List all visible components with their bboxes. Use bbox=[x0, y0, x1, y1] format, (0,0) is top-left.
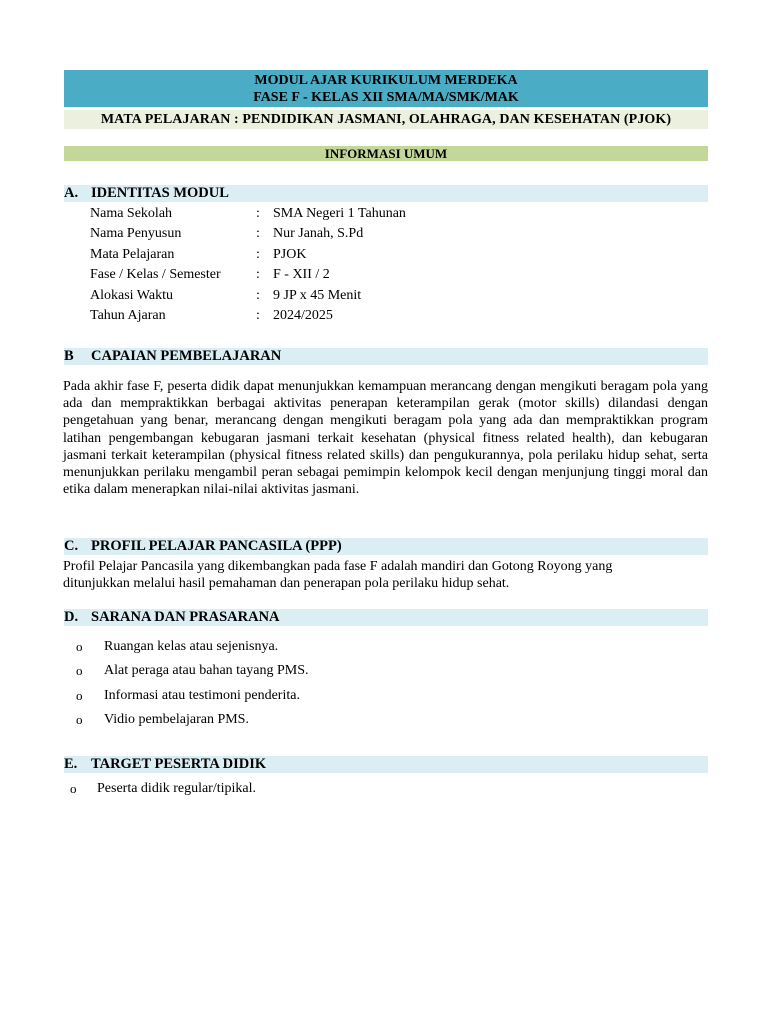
identity-value: SMA Negeri 1 Tahunan bbox=[273, 206, 406, 221]
identity-value: Nur Janah, S.Pd bbox=[273, 226, 364, 241]
identity-colon: : bbox=[256, 226, 260, 241]
identity-row bbox=[90, 265, 590, 285]
identity-row bbox=[90, 286, 590, 306]
identity-label: Fase / Kelas / Semester bbox=[90, 267, 221, 282]
identity-colon: : bbox=[256, 206, 260, 221]
identity-label: Alokasi Waktu bbox=[90, 288, 173, 303]
list-item-text: Alat peraga atau bahan tayang PMS. bbox=[104, 663, 309, 678]
section-c-heading bbox=[64, 538, 708, 555]
list-item bbox=[76, 662, 576, 680]
section-b-title: CAPAIAN PEMBELAJARAN bbox=[91, 348, 282, 364]
pancasila-profile-line: ditunjukkan melalui hasil pemahaman dan penerapan pola perilaku hidup sehat. bbox=[63, 576, 510, 592]
section-b-letter: B bbox=[64, 348, 74, 364]
list-item-text: Vidio pembelajaran PMS. bbox=[104, 712, 249, 727]
identity-value: F - XII / 2 bbox=[273, 267, 330, 282]
bullet-circle-icon: o bbox=[76, 712, 83, 727]
identity-row bbox=[90, 306, 590, 326]
section-e-letter: E. bbox=[64, 756, 78, 772]
bullet-circle-icon: o bbox=[70, 781, 77, 796]
list-item-text: Ruangan kelas atau sejenisnya. bbox=[104, 639, 279, 654]
module-title-line1: MODUL AJAR KURIKULUM MERDEKA bbox=[254, 73, 518, 88]
section-a-letter: A. bbox=[64, 185, 79, 201]
section-c-letter: C. bbox=[64, 538, 79, 554]
bullet-circle-icon: o bbox=[76, 688, 83, 703]
bullet-circle-icon: o bbox=[76, 639, 83, 654]
subject-banner: MATA PELAJARAN : PENDIDIKAN JASMANI, OLAHRAGA, DAN KESEHATAN (PJOK) bbox=[64, 110, 708, 129]
learning-outcomes-paragraph: Pada akhir fase F, peserta didik dapat menunjukkan kemampuan merancang dengan mengikuti beragam pola yang ada dan mempraktikkan berbagai aktivitas penerapan keterampilan gerak (motor skills) dilandasi dengan pengetahuan yang benar, merancang dengan mengikuti beragam pola yang ada dan mempraktikkan program latihan pengembangan kebugaran jasmani terkait kesehatan (physical fitness related health), dan kebugaran jasmani terkait keterampilan (physical fitness related skills) dan pengukurannya, pola perilaku hidup sehat, serta menunjukkan perilaku mengambil peran sebagai pemimpin kelompok kecil dengan menjunjung tinggi moral dan etika dalam menerapkan nilai-nilai aktivitas jasmani. bbox=[63, 379, 708, 498]
pancasila-profile-line: Profil Pelajar Pancasila yang dikembangkan pada fase F adalah mandiri dan Gotong Royong yang bbox=[63, 559, 613, 574]
identity-colon: : bbox=[256, 247, 260, 262]
general-info-banner: INFORMASI UMUM bbox=[64, 146, 708, 161]
identity-colon: : bbox=[256, 267, 260, 282]
section-e-heading bbox=[64, 756, 708, 773]
identity-row bbox=[90, 245, 590, 265]
section-a-heading bbox=[64, 185, 708, 202]
section-a-title: IDENTITAS MODUL bbox=[91, 185, 229, 201]
identity-row bbox=[90, 224, 590, 244]
list-item-text: Peserta didik regular/tipikal. bbox=[97, 781, 257, 796]
pancasila-profile-paragraph bbox=[63, 558, 708, 592]
list-item bbox=[76, 638, 576, 656]
identity-label: Tahun Ajaran bbox=[90, 308, 166, 323]
identity-label: Mata Pelajaran bbox=[90, 247, 175, 262]
section-d-heading bbox=[64, 609, 708, 626]
identity-label: Nama Penyusun bbox=[90, 226, 182, 241]
section-c-title: PROFIL PELAJAR PANCASILA (PPP) bbox=[91, 538, 342, 554]
section-d-title: SARANA DAN PRASARANA bbox=[91, 609, 280, 625]
list-item-text: Informasi atau testimoni penderita. bbox=[104, 688, 300, 703]
identity-colon: : bbox=[256, 288, 260, 303]
identity-row bbox=[90, 204, 590, 224]
list-item bbox=[76, 687, 576, 705]
section-b-heading bbox=[64, 348, 708, 365]
list-item bbox=[70, 780, 570, 798]
identity-colon: : bbox=[256, 308, 260, 323]
identity-value: 9 JP x 45 Menit bbox=[273, 288, 362, 303]
identity-value: PJOK bbox=[273, 247, 307, 262]
module-title-banner bbox=[64, 70, 708, 107]
module-title-line2: FASE F - KELAS XII SMA/MA/SMK/MAK bbox=[253, 90, 519, 105]
section-e-title: TARGET PESERTA DIDIK bbox=[91, 756, 267, 772]
section-d-letter: D. bbox=[64, 609, 79, 625]
identity-label: Nama Sekolah bbox=[90, 206, 173, 221]
list-item bbox=[76, 711, 576, 729]
identity-value: 2024/2025 bbox=[273, 308, 333, 323]
bullet-circle-icon: o bbox=[76, 663, 83, 678]
